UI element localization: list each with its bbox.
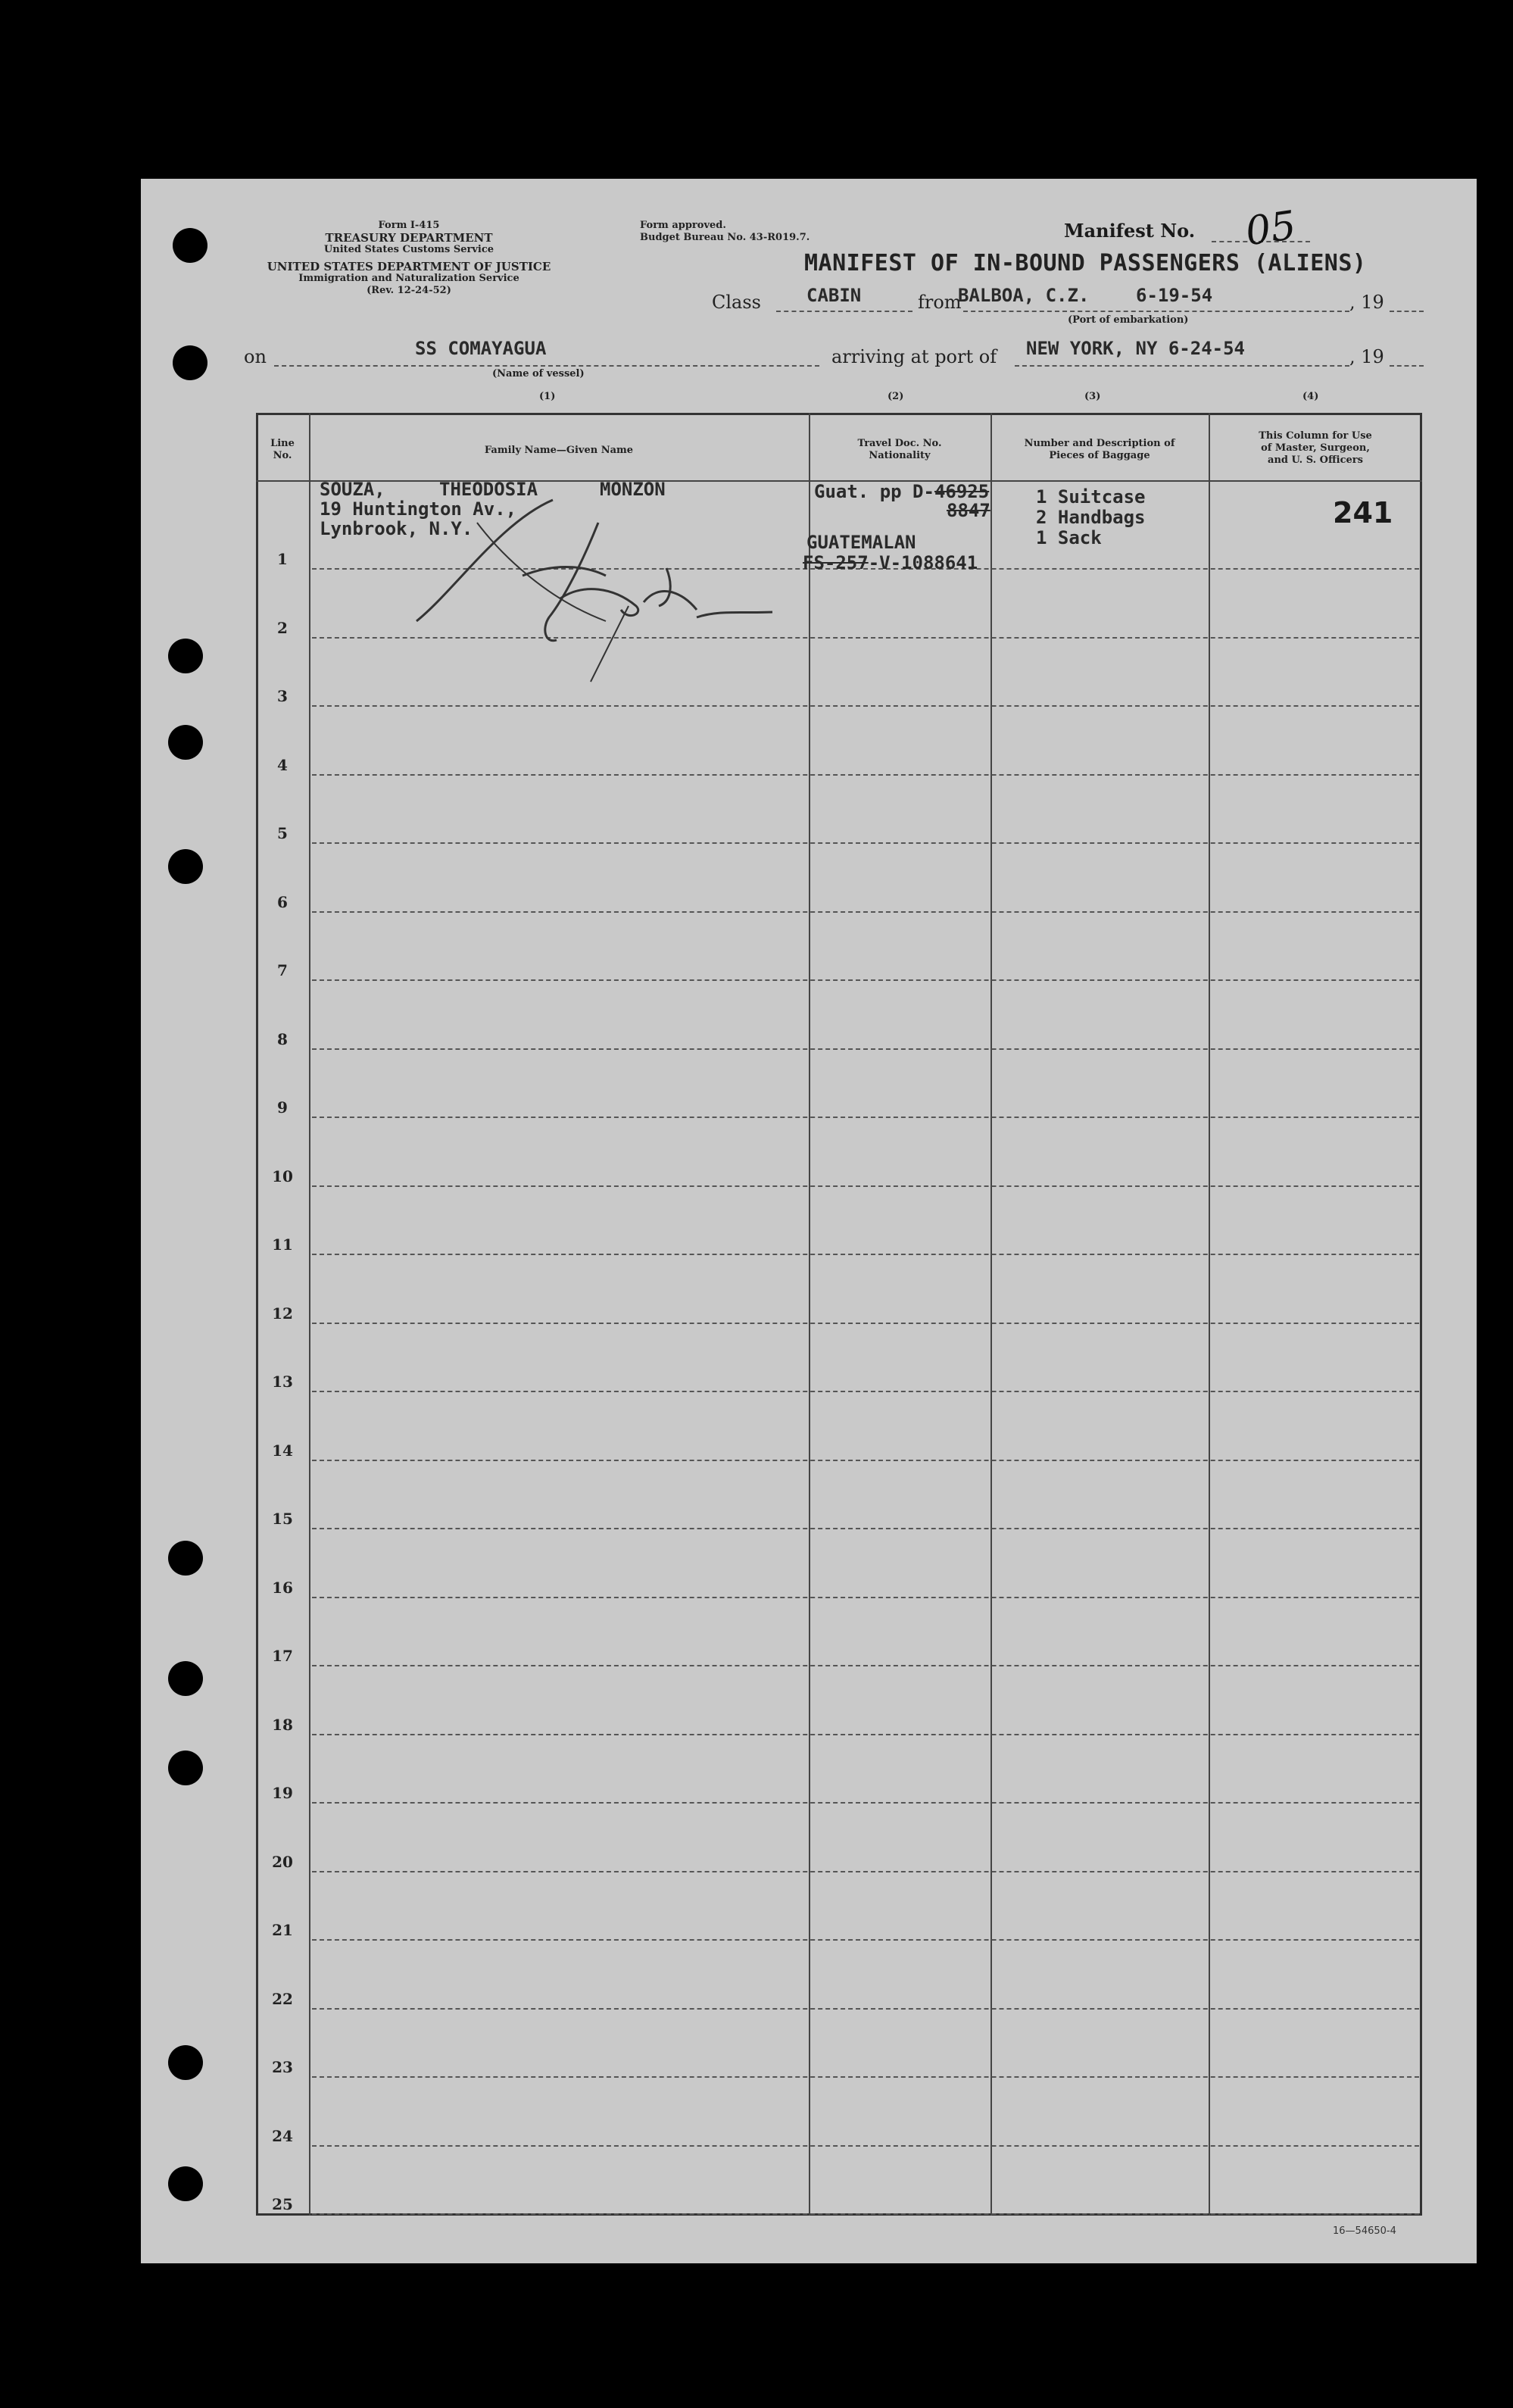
row-rule-line — [312, 2076, 1419, 2078]
line-number: 6 — [277, 892, 288, 911]
vessel-caption: (Name of vessel) — [492, 368, 585, 379]
travel-doc-line1: Guat. pp D-46925 — [814, 481, 990, 502]
revision-date: (Rev. 12-24-52) — [367, 285, 451, 296]
baggage-header: Number and Description of Pieces of Baggage — [1024, 438, 1175, 461]
binder-hole — [168, 725, 203, 760]
passenger-given-name: THEODOSIA — [439, 479, 538, 500]
year-suffix-2: , 19 — [1349, 346, 1384, 367]
manifest-number-handwritten: 05 — [1243, 202, 1299, 255]
row-rule-line — [312, 705, 1419, 707]
budget-bureau: Budget Bureau No. 43-R019.7. — [640, 232, 810, 243]
line-number: 9 — [277, 1098, 288, 1117]
row-rule-line — [312, 1391, 1419, 1392]
passenger-address-line2: Lynbrook, N.Y. — [320, 518, 473, 539]
line-number: 2 — [277, 618, 288, 637]
row-rule-line — [312, 1323, 1419, 1324]
line-number: 24 — [272, 2126, 293, 2145]
line-number: 5 — [277, 824, 288, 842]
baggage-item-3: 1 Sack — [1036, 527, 1102, 548]
binder-hole — [173, 345, 207, 380]
embark-date-value: 6-19-54 — [1136, 285, 1213, 306]
nationality: GUATEMALAN — [806, 532, 916, 553]
ins-service: Immigration and Naturalization Service — [298, 273, 519, 284]
form-print-code: 16—54650-4 — [1333, 2225, 1396, 2237]
line-number: 25 — [272, 2195, 293, 2213]
line-number: 7 — [277, 961, 288, 979]
row-rule-line — [312, 2213, 1419, 2215]
handwritten-signature — [409, 454, 803, 697]
form-number: Form I-415 — [378, 220, 440, 231]
row-rule-line — [312, 1254, 1419, 1255]
line-number: 23 — [272, 2058, 293, 2076]
baggage-item-2: 2 Handbags — [1036, 507, 1146, 528]
row-rule-line — [312, 1802, 1419, 1804]
line-number: 15 — [272, 1510, 293, 1528]
row-rule-line — [312, 1048, 1419, 1050]
arrival-port-value: NEW YORK, NY 6-24-54 — [1026, 338, 1245, 359]
col-num-1: (1) — [539, 391, 556, 402]
binder-hole — [168, 2045, 203, 2080]
from-label: from — [918, 292, 962, 313]
row-rule-line — [312, 1185, 1419, 1187]
travel-doc-correction: 8847 — [947, 500, 990, 521]
line-number: 3 — [277, 687, 288, 705]
binder-hole — [168, 1751, 203, 1785]
manifest-number-label: Manifest No. — [1064, 220, 1196, 242]
visa-number: FS-257-V-1088641 — [803, 552, 978, 573]
class-value: CABIN — [806, 285, 862, 306]
col-num-4: (4) — [1302, 391, 1319, 402]
approval-block — [640, 220, 810, 244]
line-number: 19 — [272, 1784, 293, 1802]
class-label: Class — [712, 292, 761, 313]
binder-hole — [168, 1661, 203, 1696]
binder-hole — [168, 639, 203, 673]
line-number: 1 — [277, 550, 288, 568]
travel-doc-header: Travel Doc. No. Nationality — [857, 438, 942, 461]
line-no-header: Line No. — [270, 438, 295, 461]
line-number: 20 — [272, 1852, 293, 1871]
officer-number-stamp: 241 — [1333, 496, 1393, 529]
line-number: 17 — [272, 1647, 293, 1665]
arriving-label: arriving at port of — [831, 346, 997, 367]
row-rule-line — [312, 1665, 1419, 1666]
row-rule-line — [312, 1939, 1419, 1941]
row-rule-line — [312, 2008, 1419, 2010]
binder-hole — [168, 849, 203, 884]
binder-hole — [173, 228, 207, 263]
embark-port-value: BALBOA, C.Z. — [958, 285, 1090, 306]
row-rule-line — [312, 1117, 1419, 1118]
name-header: Family Name—Given Name — [484, 445, 634, 456]
manifest-title: MANIFEST OF IN-BOUND PASSENGERS (ALIENS) — [804, 250, 1367, 276]
year-suffix-1: , 19 — [1349, 292, 1384, 313]
row-rule-line — [312, 1871, 1419, 1872]
row-rule-line — [312, 1460, 1419, 1461]
on-label: on — [244, 346, 267, 367]
officer-use-header: This Column for Use of Master, Surgeon, and U. S. Officers — [1259, 430, 1372, 466]
line-number: 12 — [272, 1304, 293, 1323]
binder-hole — [168, 1541, 203, 1576]
line-number: 16 — [272, 1578, 293, 1597]
customs-service: United States Customs Service — [323, 244, 494, 255]
form-approved: Form approved. — [640, 220, 726, 231]
row-rule-line — [312, 979, 1419, 981]
line-number: 11 — [272, 1235, 293, 1254]
row-rule-line — [312, 1734, 1419, 1735]
row-rule-line — [312, 1528, 1419, 1529]
baggage-item-1: 1 Suitcase — [1036, 486, 1146, 508]
line-number: 13 — [272, 1373, 293, 1391]
row-rule-line — [312, 911, 1419, 913]
travel-doc-struck: 46925 — [934, 481, 990, 502]
row-rule-line — [312, 1597, 1419, 1598]
vessel-name: SS COMAYAGUA — [415, 338, 547, 359]
row-rule-line — [312, 842, 1419, 844]
line-number: 4 — [277, 755, 288, 774]
binder-hole — [168, 2166, 203, 2201]
line-number: 22 — [272, 1989, 293, 2008]
line-number: 10 — [272, 1167, 293, 1185]
port-embark-caption: (Port of embarkation) — [1068, 314, 1189, 326]
row-rule-line — [312, 774, 1419, 776]
passenger-middle-name: MONZON — [600, 479, 666, 500]
justice-dept: UNITED STATES DEPARTMENT OF JUSTICE — [267, 260, 551, 273]
line-number: 21 — [272, 1921, 293, 1939]
line-number: 8 — [277, 1029, 288, 1048]
row-rule-line — [312, 2145, 1419, 2147]
line-number: 14 — [272, 1441, 293, 1460]
passenger-address-line1: 19 Huntington Av., — [320, 498, 517, 520]
col-num-2: (2) — [888, 391, 904, 402]
form-header-block — [227, 220, 591, 297]
line-number: 18 — [272, 1715, 293, 1734]
col-num-3: (3) — [1084, 391, 1101, 402]
passenger-surname: SOUZA, — [320, 479, 385, 500]
treasury-dept: TREASURY DEPARTMENT — [325, 231, 493, 245]
